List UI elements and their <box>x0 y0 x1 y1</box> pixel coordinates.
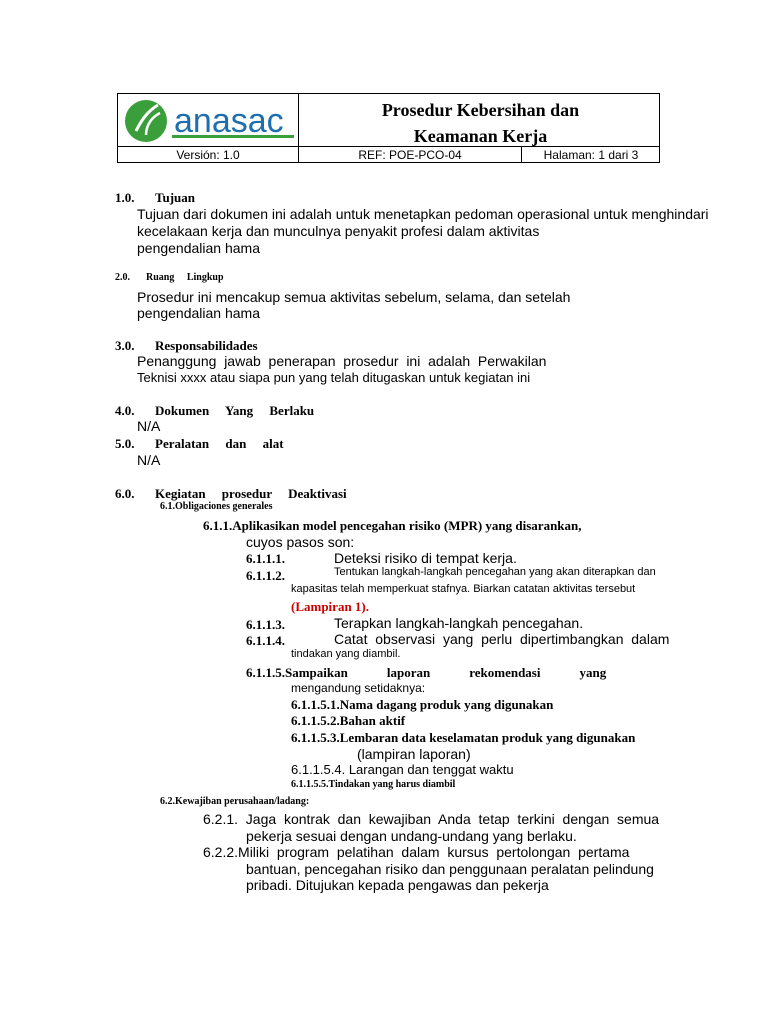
document-header <box>117 93 660 163</box>
section-3-text-1: Penanggung jawab penerapan prosedur ini adalah Perwakilan <box>137 353 547 369</box>
item-6-1-1-4-text-2: tindakan yang diambil. <box>291 648 401 660</box>
item-6-1-1-2-text: Tentukan langkah-langkah pencegahan yang akan diterapkan dan <box>334 566 656 578</box>
section-6-1-1-subtitle: cuyos pasos son: <box>246 534 355 550</box>
item-6-2-1-text-2: pekerja sesuai dengan undang-undang yang berlaku. <box>246 828 577 844</box>
section-2-number: 2.0. <box>115 272 130 283</box>
item-6-1-1-1-number: 6.1.1.1. <box>246 551 285 566</box>
section-1-title: Tujuan <box>155 190 195 205</box>
item-6-1-1-3-number: 6.1.1.3. <box>246 617 285 632</box>
item-6-2-2-text: 6.2.2.Miliki program pelatihan dalam kursus pertolongan pertama <box>203 844 630 860</box>
section-2-title: Ruang Lingkup <box>146 272 224 283</box>
item-6-1-1-5-1: 6.1.1.5.1.Nama dagang produk yang digunakan <box>291 697 554 712</box>
section-1-text-2: kecelakaan kerja dan munculnya penyakit profesi dalam aktivitas <box>137 223 540 239</box>
version-label: Versión: 1.0 <box>176 148 240 162</box>
item-6-1-1-5-3-note: (lampiran laporan) <box>357 746 471 762</box>
section-4-number: 4.0. <box>115 403 135 418</box>
section-6-1-1-title: 6.1.1.Aplikasikan model pencegahan risiko (MPR) yang disarankan, <box>203 518 582 533</box>
item-6-2-1-text: 6.2.1. Jaga kontrak dan kewajiban Anda tetap terkini dengan semua <box>203 811 660 827</box>
section-5-text: N/A <box>137 452 161 468</box>
section-6-1-title: 6.1.Obligaciones generales <box>160 501 273 512</box>
item-6-1-1-4-number: 6.1.1.4. <box>246 633 285 648</box>
item-6-1-1-2-text-2: kapasitas telah memperkuat stafnya. Biarkan catatan aktivitas tersebut <box>291 583 636 595</box>
item-6-1-1-5-4: 6.1.1.5.4. Larangan dan tenggat waktu <box>291 762 514 777</box>
section-2-text-1: Prosedur ini mencakup semua aktivitas sebelum, selama, dan setelah <box>137 289 571 305</box>
item-6-1-1-1-text: Deteksi risiko di tempat kerja. <box>334 550 517 566</box>
item-6-1-1-5-2: 6.1.1.5.2.Bahan aktif <box>291 713 406 728</box>
section-6-2-title: 6.2.Kewajiban perusahaan/ladang: <box>160 796 310 807</box>
section-5-title: Peralatan dan alat <box>155 436 284 451</box>
item-6-2-2-text-3: pribadi. Ditujukan kepada pengawas dan pekerja <box>246 877 549 893</box>
section-2-text-2: pengendalian hama <box>137 305 260 321</box>
section-5-number: 5.0. <box>115 436 135 451</box>
document-title: Prosedur Kebersihan dan Keamanan Kerja <box>381 100 580 146</box>
item-6-1-1-3-text: Terapkan langkah-langkah pencegahan. <box>334 615 584 631</box>
item-6-1-1-5-title: 6.1.1.5.Sampaikan laporan rekomendasi yang <box>246 665 607 680</box>
lampiran-1-reference: (Lampiran 1). <box>291 599 369 614</box>
item-6-2-2-text-2: bantuan, pencegahan risiko dan penggunaan peralatan pelindung <box>246 861 654 877</box>
section-1-text-3: pengendalian hama <box>137 240 260 256</box>
section-3-text-2: Teknisi xxxx atau siapa pun yang telah ditugaskan untuk kegiatan ini <box>137 370 531 385</box>
item-6-1-1-5-text: mengandung setidaknya: <box>291 681 426 695</box>
section-3-number: 3.0. <box>115 338 135 353</box>
section-3-title: Responsabilidades <box>155 338 258 353</box>
section-6-number: 6.0. <box>115 486 135 501</box>
anasac-logo <box>122 97 298 143</box>
section-4-title: Dokumen Yang Berlaku <box>155 403 315 418</box>
item-6-1-1-5-3: 6.1.1.5.3.Lembaran data keselamatan produk yang digunakan <box>291 730 636 745</box>
page-label: Halaman: 1 dari 3 <box>543 148 639 162</box>
svg-text:anasac: anasac <box>174 102 284 140</box>
section-1-text-1: Tujuan dari dokumen ini adalah untuk menetapkan pedoman operasional untuk menghindari <box>137 206 709 222</box>
item-6-1-1-2-number: 6.1.1.2. <box>246 568 285 583</box>
item-6-1-1-4-text: Catat observasi yang perlu dipertimbangkan dalam <box>334 631 670 647</box>
ref-label: REF: POE-PCO-04 <box>358 148 462 162</box>
item-6-1-1-5-5: 6.1.1.5.5.Tindakan yang harus diambil <box>291 779 456 790</box>
section-1-number: 1.0. <box>115 190 135 205</box>
section-6-title: Kegiatan prosedur Deaktivasi <box>155 486 347 501</box>
section-4-text: N/A <box>137 418 161 434</box>
